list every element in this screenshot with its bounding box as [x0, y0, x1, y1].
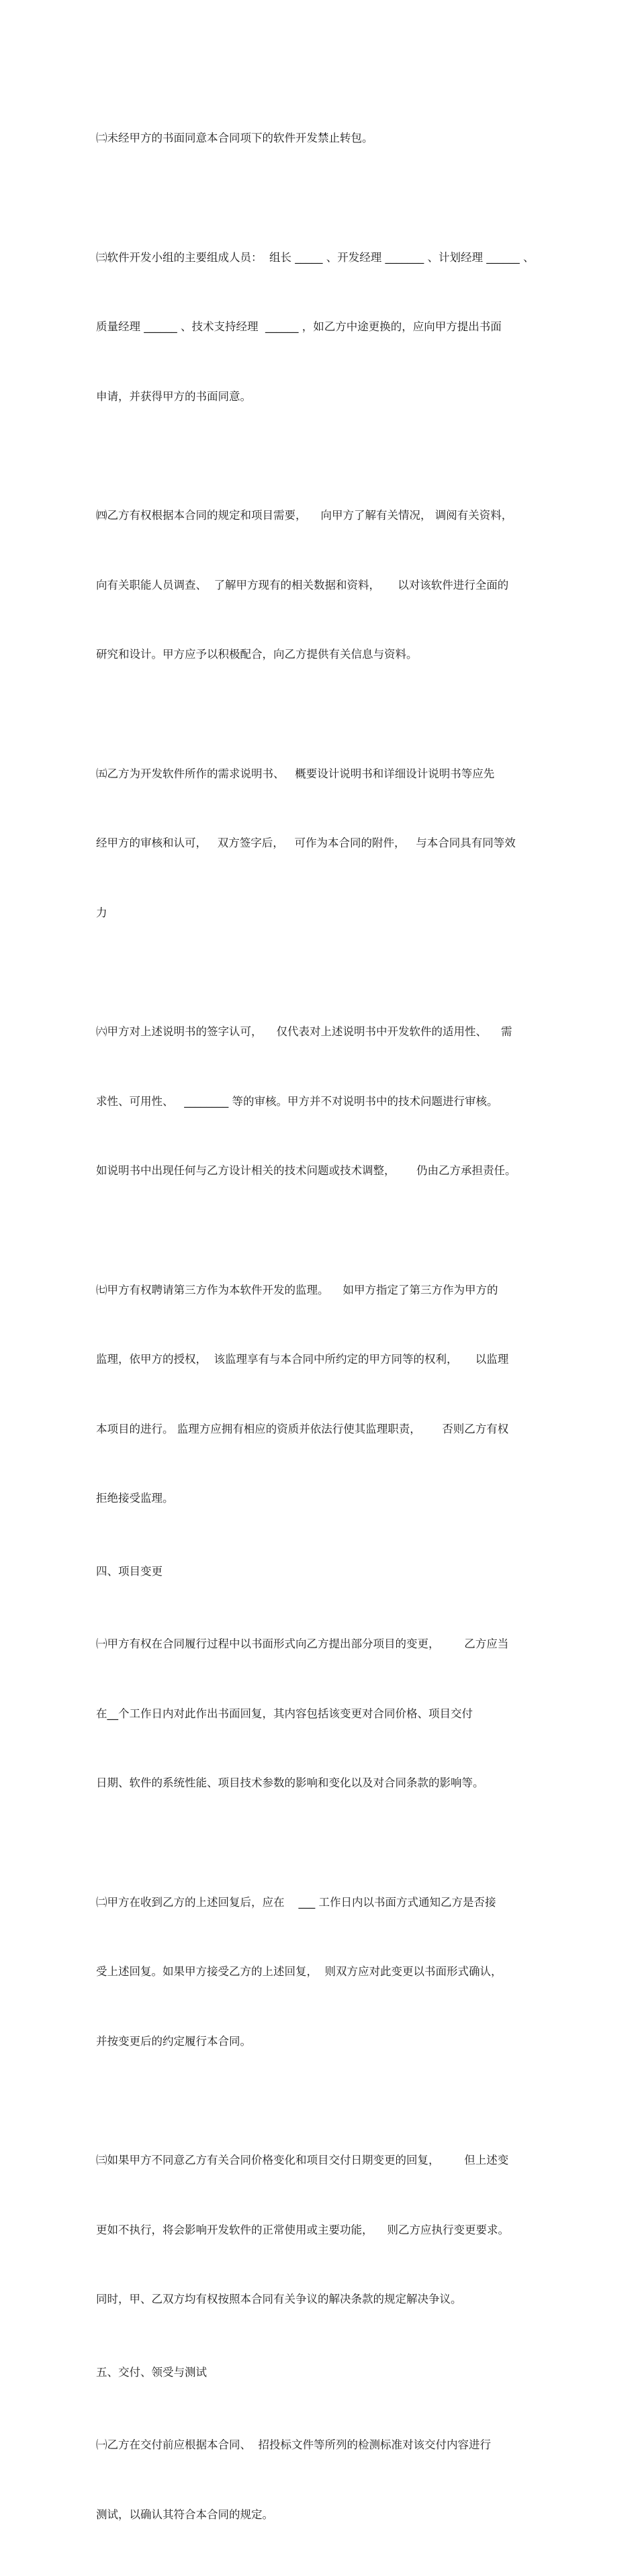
text-line: 申请，并获得甲方的书面同意。	[96, 389, 251, 403]
text-line: 受上述回复。如果甲方接受乙方的上述回复， 则双方应对此变更以书面形式确认，	[96, 1965, 502, 1978]
text-line: 经甲方的审核和认可， 双方签字后， 可作为本合同的附件， 与本合同具有同等效	[96, 837, 516, 849]
clause-3-4	[96, 458, 546, 713]
clause-4-3	[96, 2103, 546, 2358]
text-line: 求性、可用性、 ________ 等的审核。甲方并不对说明书中的技术问题进行审核。	[96, 1094, 498, 1108]
text-line: ㈢如果甲方不同意乙方有关合同价格变化和项目交付日期变更的回复， 但上述变	[96, 2154, 509, 2166]
text-line: ㈢软件开发小组的主要组成人员： 组长 _____ 、开发经理 _______ 、计划经理 ______ 、	[96, 250, 535, 264]
text-line: ㈡甲方在收到乙方的上述回复后，应在 ___ 工作日内以书面方式通知乙方是否接	[96, 1895, 496, 1909]
text-line: ㈠乙方在交付前应根据本合同、 招投标文件等所列的检测标准对该交付内容进行	[96, 2438, 491, 2451]
clause-4-2	[96, 1845, 546, 2100]
text-line: 力	[96, 906, 107, 919]
text-line: 监理，依甲方的授权， 该监理享有与本合同中所约定的甲方同等的权利， 以监理	[96, 1353, 509, 1366]
text-line: ㈠甲方有权在合同履行过程中以书面形式向乙方提出部分项目的变更， 乙方应当	[96, 1637, 509, 1650]
clause-5-1	[96, 2387, 546, 2573]
text-line: 研究和设计。甲方应予以积极配合，向乙方提供有关信息与资料。	[96, 648, 418, 661]
text-line: 在__个工作日内对此作出书面回复，其内容包括该变更对合同价格、项目交付	[96, 1707, 473, 1720]
text-line: 拒绝接受监理。	[96, 1492, 174, 1505]
text-line: ㈤乙方为开发软件所作的需求说明书、 概要设计说明书和详细设计说明书等应先	[96, 767, 495, 780]
text-line: 同时，甲、乙双方均有权按照本合同有关争议的解决条款的规定解决争议。	[96, 2293, 462, 2305]
clause-4-1	[96, 1586, 546, 1842]
text-line: 测试，以确认其符合本合同的规定。	[96, 2508, 273, 2521]
text-line: 质量经理 ______ 、技术支持经理 ______ ，如乙方中途更换的，应向甲方提出书面	[96, 320, 502, 333]
clause-3-5	[96, 716, 546, 971]
text-line: 并按变更后的约定履行本合同。	[96, 2034, 251, 2048]
text-line: ㈡未经甲方的书面同意本合同项下的软件开发禁止转包。	[96, 132, 373, 144]
text-line: ㈥甲方对上述说明书的签字认可， 仅代表对上述说明书中开发软件的适用性、 需	[96, 1025, 512, 1038]
text-line: 日期、软件的系统性能、项目技术参数的影响和变化以及对合同条款的影响等。	[96, 1776, 484, 1789]
text-line: ㈣乙方有权根据本合同的规定和项目需要， 向甲方了解有关情况， 调阅有关资料，	[96, 509, 513, 522]
text-line: ㈦甲方有权聘请第三方作为本软件开发的监理。 如甲方指定了第三方作为甲方的	[96, 1283, 498, 1296]
document-page	[96, 81, 546, 2576]
text-line: 更如不执行，将会影响开发软件的正常使用或主要功能， 则乙方应执行变更要求。	[96, 2223, 509, 2236]
text-line: 本项目的进行。 监理方应拥有相应的资质并依法行使其监理职责， 否则乙方有权	[96, 1422, 509, 1435]
clause-3-6	[96, 974, 546, 1229]
section-heading-delivery-testing: 五、交付、领受与测试	[96, 2365, 207, 2379]
clause-3-7	[96, 1233, 546, 1557]
clause-3-3	[96, 200, 546, 455]
text-line: 如说明书中出现任何与乙方设计相关的技术问题或技术调整， 仍由乙方承担责任。	[96, 1164, 516, 1177]
section-heading-project-change: 四、项目变更	[96, 1564, 163, 1578]
text-line: 向有关职能人员调查、 了解甲方现有的相关数据和资料， 以对该软件进行全面的	[96, 578, 509, 591]
clause-3-2	[96, 81, 546, 197]
